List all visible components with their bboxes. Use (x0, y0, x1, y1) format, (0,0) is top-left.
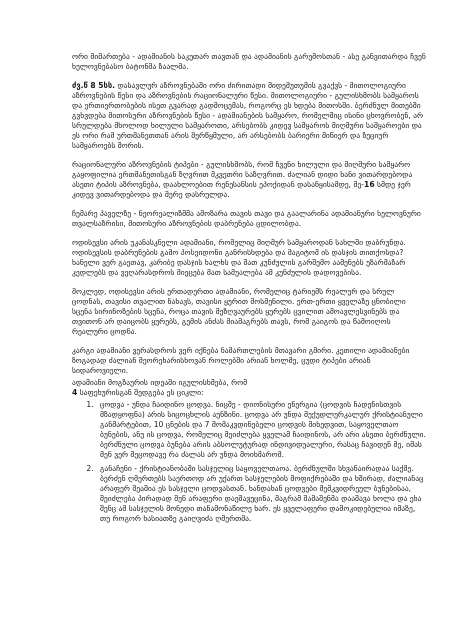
date-lead: ძვ.წ 8 5სს. (72, 81, 116, 90)
paragraph-text: ადამიანი მოგზაურის იდეაში იგულისხმება, რომ (72, 378, 248, 387)
step-count: 4 (72, 388, 78, 397)
cycle-steps-list (72, 400, 426, 524)
paragraph-neorealism: ჩემარე პაველზე - ნეორეალიზმმა ამოზარა თავის თავი და გაალარინა ადამიანური ხელოვნური თვალსაზრისი, მითოსური აზროვნების დაბრუნება ცდილობდა. (72, 209, 421, 228)
paragraph-mythological-thinking (72, 81, 426, 151)
paragraph-text: საფეხურისგან შედგება ეს ციკლი: (77, 388, 204, 397)
paragraph-rational-thinking (72, 160, 426, 200)
paragraph-text: დასავლურ აზროვნებაში ორი ძირითადი მიდემუთუმის გვაქვს - მითოლოგიური აზროვნების წესი და აზროვნების რაციონალური წესი. მითოლოგიური - გულისხმობს სამყაროს და ერთიერთობების ისეთ გვარად გადმოცემას, როგორც ეს ხდება მითოსში. ბერძნულ მითებში გვხვდება მითოსური აზროვნების წესი - ადამიანების სამყარო, რომელშიც ისინი ცხოვრობენ, არ სრულდება მხოლოდ ხილული სამყაროთი, არსებობს კიდევ სამყაროს მიღმური სამყაროები და ეს ორი რამ ურთმანეთთან არის შერწყმული, არ არსებობს ბარიერი მიწიერ და ზეციურ სამყაროებს შორის. (72, 81, 424, 150)
intro-paragraph: ორი მიმართება - ადამიანის საკუთარ თავთან და ადამიანის გარემოსთან - ასე განვითარდა ჩვენ ხელოვნებასო ბატონმა ზაალმა. (72, 52, 426, 71)
list-item: 1. ცოდვა - უნდა ჩაიდინო ცოდვა. ნიცშე - დიონისური ენერგია (ცოდვის ჩადენისთვის მზადყოფნა) არის სიცოცხლის აუნზინი. ცოდვა არ უნდა მექუდლურკალურ ქრისტიანული განმარტებით, 10 ცნების და 7 მომაკვდინებელი ცოდვის მიხედვით, საყოველთაო ბუნების, ანუ ის ცოდვა, რომელიც მეიძლება ყველამ ჩაიდინოს, არ არი ასეთი ბერძნული. ბერძნული ცოდვა ბუნება არის აბსოლუტურად ინდივიდუალური, რასაც ჩავიდენ მე, იმას მენ ვერ მეცოდავე რა ძალას არ უნდა მოიხმარომ. (96, 400, 426, 460)
list-item: 2. განაჩენი - ქრისტიანობაში სასჯელიც საყოველთაოა. ბერძნულში სხვანაირადაა საქმე. ბერძენ ღმერთებს საერთოდ არ უქართ სასჯელების მოფიქრებაში და ხშირად, ძალიანაც არაფერ შეაშია ეს სასჯელი ცოდვასთან. ხანდახან ცოდვები მემკვიდრეულ ბუნებისაა, შეიძლება პირადად შენ არაფერი დაეშავეცინა, მაგრამ შამაშენმა დააშავა ხოლა და ეხა შენც ამ სასჯელის მონედი თანამონაწილე ხარ. ეს ყველაფერი დამოკიდებულია იმაზე, თუ როგორ ხასიათზე გაიღვიძა ღმერთმა. (96, 464, 426, 524)
paragraph-odysseus-return: ოდისევსი არის უკანასკნელი ადამიანი, რომელიც მიღმურ სამყაროდან სახლში დაბრუნდა. ოდისევსის დაბრუნების გამო პოსეიდონი განრისხდება და მაგიტომ ის დასჯის თითქოსდა? ხანელი ვერ გაეთავ, კარიბე დასჯის ხალხს და შათ კუნძულის გარშემო აამენებს უზარმაზარ კედლებს და ვეღარასდროს მიეცება მათ სამუალება ამ კუნძულის დადოვებისა. (72, 238, 406, 277)
century-number: 16 (364, 180, 375, 189)
paragraph-text: რაციონალური აზროვნების ტიპები - გულისხმობს, რომ ჩვენი ხილული და მიღმური სამყარო გაყოფილია ერთმანეთისგან ზღვრით მკვეთრი საზღვრით. ძალიან დიდი ხანი ვითარდებოდა ასეთი ტიპის აზროვნება, დაახლოებით რენესანსის ეპოქიდან დასანყისამდე, მე- (72, 160, 413, 189)
paragraph-good-person: კარგი ადამიანი ვერასდროს ვერ იქნება ნამართლების მთავარი გმირი. კეთილი ადამიანები ზოგადად ძალიან მეორეხარისხოვან როლებში არიან ხოლმე, ცუდი ტიპები არიან სიდაროვიელი. (72, 346, 410, 375)
paragraph-text: სმდე ჯერ კიდევ ვითარდებოდა და მერე დასრულდა. (72, 180, 411, 199)
paragraph-odysseus-knowledge: მოკლედ, ოდისევსი არის ერთადერთი ადამიანი, რომელიც ტარიემს რეალურ და სრულ ცოდნას, თავისი თვალით ნახავს, თავისი ყურით მოსმენილი. ერთ-ერთი ყველაზე ცნობილი სცენა სირინოზების სცენა, როცა თავის მეზღვაურებს ყურებს ცვილით ამოავლესვინებს და თვითონ არ დაიცობს ყურებს, გემის ანძას მიამაგრებს თავს, რომ გაიგოს და წამოიღოს რეალური ცოდნა. (72, 287, 406, 336)
paragraph-traveler-cycle (72, 378, 426, 398)
